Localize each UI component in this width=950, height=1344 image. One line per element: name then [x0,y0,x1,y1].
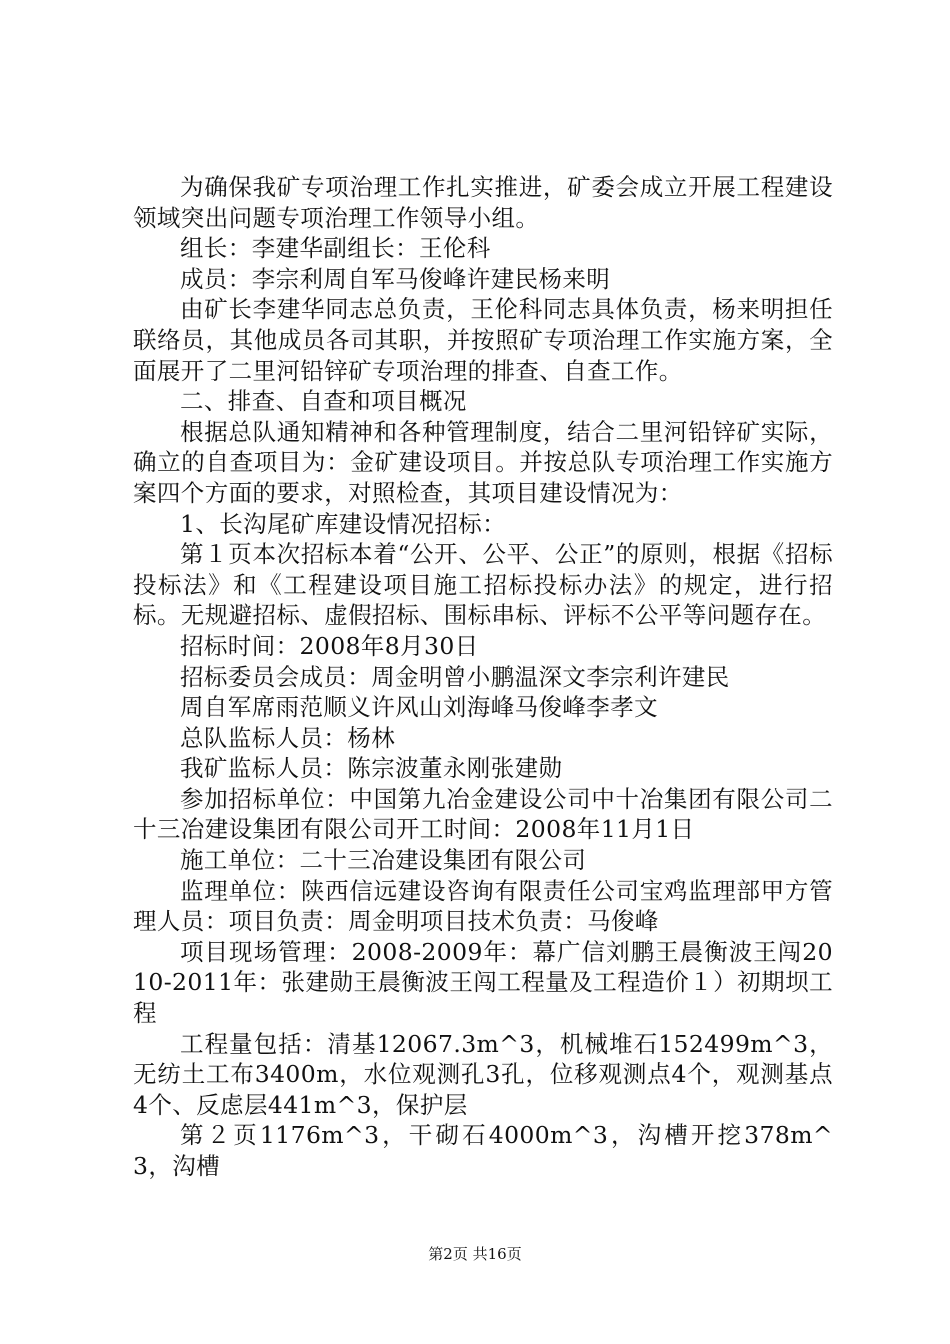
paragraph-4: 由矿长李建华同志总负责，王伦科同志具体负责，杨来明担任联络员，其他成员各司其职，并按照矿专项治理工作实施方案，全面展开了二里河铅锌矿专项治理的排查、自查工作。 [133,295,833,385]
paragraph-11: 周自军席雨范顺义许风山刘海峰马俊峰李孝文 [180,693,658,722]
paragraph-2: 组长：李建华副组长：王伦科 [180,234,491,263]
paragraph-10: 招标委员会成员：周金明曾小鹏温深文李宗利许建民 [180,662,730,691]
paragraph-13: 我矿监标人员：陈宗波董永刚张建勋 [180,754,563,783]
paragraph-12: 总队监标人员：杨林 [180,723,396,752]
paragraph-16: 监理单位：陕西信远建设咨询有限责任公司宝鸡监理部甲方管理人员：项目负责：周金明项目技术负责：马俊峰 [133,876,833,936]
paragraph-1: 为确保我矿专项治理工作扎实推进，矿委会成立开展工程建设领域突出问题专项治理工作领导小组。 [133,173,833,232]
paragraph-17: 项目现场管理：2008-2009年：幕广信刘鹏王晨衡波王闯2010-2011年：张建勋王晨衡波王闯工程量及工程造价１）初期坝工程 [133,937,833,1028]
paragraph-3: 成员：李宗利周自军马俊峰许建民杨来明 [180,264,611,293]
section-heading: 二、排查、自查和项目概况 [180,387,467,416]
paragraph-9: 招标时间：2008年8月30日 [180,631,479,660]
paragraph-14: 参加招标单位：中国第九冶金建设公司中十冶集团有限公司二十三冶建设集团有限公司开工时间：2008年11月1日 [133,784,833,844]
paragraph-19: 第２页1176m^3，干砌石4000m^3，沟槽开挖378m^3，沟槽 [133,1121,833,1180]
page-footer: 第2页 共16页 [428,1245,522,1263]
paragraph-8: 第１页本次招标本着“公开、公平、公正”的原则，根据《招标投标法》和《工程建设项目施工招标投标办法》的规定，进行招标。无规避招标、虚假招标、围标串标、评标不公平等问题存在。 [133,540,833,630]
paragraph-15: 施工单位：二十三冶建设集团有限公司 [180,846,587,875]
document-body [133,172,833,1182]
subsection-heading: 1、长沟尾矿库建设情况招标： [180,509,507,538]
paragraph-18: 工程量包括：清基12067.3m^3，机械堆石152499m^3，无纺土工布3400m，水位观测孔3孔，位移观测点4个，观测基点4个、反虑层441m^3，保护层 [133,1029,833,1119]
paragraph-6: 根据总队通知精神和各种管理制度，结合二里河铅锌矿实际，确立的自查项目为：金矿建设项目。并按总队专项治理工作实施方案四个方面的要求，对照检查，其项目建设情况为： [133,417,833,507]
